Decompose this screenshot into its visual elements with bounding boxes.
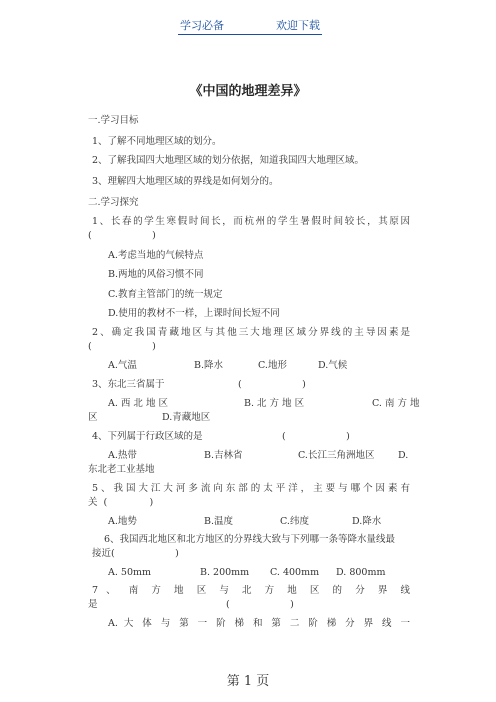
question-2-option-d: D.气候: [318, 360, 348, 371]
question-2-option-a: A.气温: [108, 360, 137, 371]
question-4-option-d-cont: 东北老工业基地: [88, 464, 155, 475]
header-left-text: 学习必备: [180, 19, 224, 32]
question-4-stem: 4、下列属于行政区域的是: [92, 431, 203, 442]
question-4-option-c: C.长江三角洲地区: [298, 450, 375, 461]
question-6-option-b: B. 200mm: [200, 567, 250, 578]
goal-item: 1、了解不同地理区域的划分。: [92, 136, 222, 147]
document-title: 《中国的地理差异》: [189, 84, 307, 99]
question-6-option-c: C. 400mm: [270, 567, 320, 578]
question-3-option-b: B. 北 方 地 区: [244, 398, 305, 409]
question-4-blank: ( ): [282, 431, 350, 442]
question-6-line-2: 接近( ): [92, 548, 179, 559]
question-1-option-c: C.教育主管部门的统一规定: [108, 289, 223, 300]
question-3-stem: 3、东北三省属于: [92, 379, 165, 390]
question-1-option-d: D.使用的教材不一样，上课时间长短不同: [108, 308, 280, 319]
question-3-blank: ( ): [238, 379, 306, 390]
question-6-line-1: 6、我国西北地区和北方地区的分界线大致与下列哪一条等降水量线最: [104, 534, 396, 545]
question-7-line-1: 7 、 南 方 地 区 与 北 方 地 区 的 分 界 线: [92, 585, 410, 596]
question-1-blank: ( ): [88, 230, 156, 241]
question-6-option-a: A. 50mm: [108, 567, 152, 578]
section-heading-explore: 二.学习探究: [88, 197, 139, 208]
question-5-option-a: A.地势: [108, 516, 137, 527]
question-2-blank: ( ): [88, 341, 156, 352]
question-6-option-d: D. 800mm: [336, 567, 386, 578]
header-right-text: 欢迎下载: [276, 19, 320, 32]
goal-item: 2、了解我国四大地理区域的划分依据，知道我国四大地理区域。: [92, 155, 365, 166]
question-5-option-d: D.降水: [352, 516, 382, 527]
question-2-option-b: B.降水: [194, 360, 224, 371]
goal-item: 3、理解四大地理区域的界线是如何划分的。: [92, 176, 279, 187]
question-3-option-d: D.青藏地区: [162, 412, 211, 423]
question-4-option-a: A.热带: [108, 450, 137, 461]
question-7-option-a: A. 大 体 与 第 一 阶 梯 和 第 二 阶 梯 分 界 线 一: [108, 618, 410, 629]
question-3-option-c: C. 南 方 地: [372, 398, 420, 409]
question-5-option-b: B.温度: [204, 516, 234, 527]
question-7-line-2-start: 是: [88, 599, 98, 610]
question-4-option-b: B.吉林省: [204, 450, 243, 461]
section-heading-goals: 一.学习目标: [88, 115, 139, 126]
question-5-line-1: 5、我国大江大河多流向东部的太平洋，主要与哪个因素有: [92, 483, 410, 494]
question-3-option-a: A. 西 北 地 区: [108, 398, 168, 409]
question-2-line-1: 2、确定我国青藏地区与其他三大地理区域分界线的主导因素是: [92, 327, 410, 338]
question-4-option-d: D.: [398, 450, 409, 461]
page-header: [178, 17, 322, 35]
question-2-option-c: C.地形: [258, 360, 287, 371]
page-number: 第 1 页: [226, 674, 270, 689]
question-5-option-c: C.纬度: [280, 516, 309, 527]
question-3-option-c-cont: 区: [88, 412, 98, 423]
question-1-option-a: A.考虑当地的气候特点: [108, 250, 204, 261]
question-5-line-2: 关 ( ): [88, 497, 154, 508]
question-1-option-b: B.两地的风俗习惯不同: [108, 269, 204, 280]
question-7-blank: ( ): [226, 599, 294, 610]
question-1-line-1: 1、长春的学生寒假时间长，而杭州的学生暑假时间较长，其原因: [92, 216, 410, 227]
